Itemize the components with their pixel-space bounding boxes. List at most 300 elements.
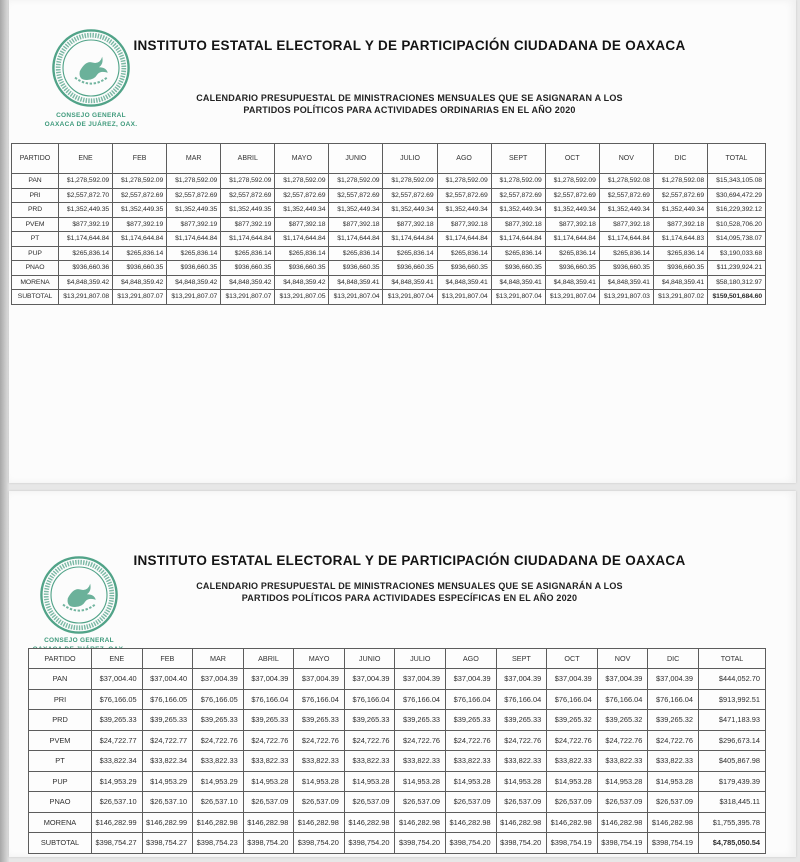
table-row-pnao	[12, 261, 766, 276]
amount-cell: $1,278,592.09	[167, 174, 221, 189]
amount-cell: $14,953.28	[243, 771, 294, 792]
amount-cell: $936,660.35	[167, 261, 221, 276]
column-header-feb: FEB	[113, 144, 167, 174]
table-row-prd	[12, 203, 766, 218]
column-header-mar: MAR	[167, 144, 221, 174]
amount-cell: $14,953.28	[597, 771, 648, 792]
amount-cell: $24,722.76	[243, 730, 294, 751]
scan-left-shadow	[0, 0, 9, 862]
amount-cell: $4,848,359.42	[275, 275, 329, 290]
amount-cell: $877,392.18	[545, 217, 599, 232]
column-header-total: TOTAL	[699, 649, 766, 669]
amount-cell: $30,694,472.29	[708, 188, 766, 203]
party-label: PRI	[29, 689, 92, 710]
amount-cell: $2,557,872.69	[329, 188, 383, 203]
amount-cell: $265,836.14	[59, 246, 113, 261]
amount-cell: $398,754.27	[142, 833, 193, 854]
amount-cell: $146,282.98	[395, 812, 446, 833]
amount-cell: $2,557,872.69	[599, 188, 653, 203]
amount-cell: $877,392.19	[113, 217, 167, 232]
party-label: PVEM	[12, 217, 59, 232]
amount-cell: $33,822.33	[597, 751, 648, 772]
document-page-ordinarias	[9, 0, 796, 483]
party-label: SUBTOTAL	[12, 290, 59, 305]
amount-cell: $1,174,644.84	[329, 232, 383, 247]
table-row-morena	[12, 275, 766, 290]
amount-cell: $4,848,359.42	[221, 275, 275, 290]
amount-cell: $76,166.04	[446, 689, 497, 710]
column-header-julio: JULIO	[395, 649, 446, 669]
column-header-ene: ENE	[92, 649, 143, 669]
amount-cell: $398,754.23	[193, 833, 244, 854]
amount-cell: $33,822.33	[294, 751, 345, 772]
amount-cell: $14,953.28	[294, 771, 345, 792]
amount-cell: $146,282.98	[597, 812, 648, 833]
amount-cell: $936,660.35	[275, 261, 329, 276]
amount-cell: $76,166.04	[243, 689, 294, 710]
amount-cell: $1,174,644.84	[113, 232, 167, 247]
amount-cell: $76,166.04	[648, 689, 699, 710]
amount-cell: $1,174,644.84	[275, 232, 329, 247]
amount-cell: $33,822.34	[92, 751, 143, 772]
amount-cell: $2,557,872.70	[59, 188, 113, 203]
page-subtitle	[101, 581, 718, 604]
amount-cell: $877,392.18	[329, 217, 383, 232]
table-row-subtotal	[29, 833, 766, 854]
amount-cell: $877,392.18	[599, 217, 653, 232]
column-header-ago: AGO	[437, 144, 491, 174]
amount-cell: $26,537.09	[294, 792, 345, 813]
amount-cell: $14,953.28	[395, 771, 446, 792]
amount-cell: $146,282.98	[294, 812, 345, 833]
amount-cell: $39,265.33	[142, 710, 193, 731]
amount-cell: $146,282.99	[142, 812, 193, 833]
amount-cell: $14,095,738.07	[708, 232, 766, 247]
table-row-morena	[29, 812, 766, 833]
amount-cell: $24,722.76	[496, 730, 547, 751]
column-header-partido: PARTIDO	[12, 144, 59, 174]
amount-cell: $265,836.14	[167, 246, 221, 261]
amount-cell: $37,004.39	[648, 669, 699, 690]
amount-cell: $1,278,592.09	[329, 174, 383, 189]
amount-cell: $33,822.33	[243, 751, 294, 772]
amount-cell: $1,278,592.09	[221, 174, 275, 189]
column-header-oct: OCT	[545, 144, 599, 174]
amount-cell: $37,004.39	[193, 669, 244, 690]
table-row-pt	[29, 751, 766, 772]
column-header-mar: MAR	[193, 649, 244, 669]
amount-cell: $39,265.33	[446, 710, 497, 731]
party-label: PUP	[29, 771, 92, 792]
amount-cell: $33,822.33	[547, 751, 598, 772]
amount-cell: $13,291,807.02	[653, 290, 707, 305]
amount-cell: $4,848,359.42	[113, 275, 167, 290]
amount-cell: $1,278,592.09	[383, 174, 437, 189]
amount-cell: $936,660.35	[491, 261, 545, 276]
amount-cell: $14,953.28	[547, 771, 598, 792]
column-header-total: TOTAL	[708, 144, 766, 174]
amount-cell: $265,836.14	[383, 246, 437, 261]
amount-cell: $37,004.39	[547, 669, 598, 690]
table-row-pup	[29, 771, 766, 792]
amount-cell: $2,557,872.69	[383, 188, 437, 203]
amount-cell: $1,352,449.34	[275, 203, 329, 218]
amount-cell: $1,174,644.84	[383, 232, 437, 247]
stamp-caption-line1: CONSEJO GENERAL	[44, 637, 114, 644]
amount-cell: $76,166.04	[294, 689, 345, 710]
header-row	[12, 144, 766, 174]
column-header-dic: DIC	[653, 144, 707, 174]
amount-cell: $4,785,050.54	[699, 833, 766, 854]
amount-cell: $13,291,807.07	[221, 290, 275, 305]
amount-cell: $24,722.76	[547, 730, 598, 751]
table-row-pnao	[29, 792, 766, 813]
document-page-especificas	[9, 491, 796, 857]
amount-cell: $265,836.14	[599, 246, 653, 261]
amount-cell: $39,265.32	[648, 710, 699, 731]
amount-cell: $146,282.98	[446, 812, 497, 833]
amount-cell: $1,352,449.34	[599, 203, 653, 218]
amount-cell: $146,282.98	[648, 812, 699, 833]
header-row	[29, 649, 766, 669]
amount-cell: $37,004.39	[395, 669, 446, 690]
amount-cell: $146,282.98	[243, 812, 294, 833]
amount-cell: $26,537.09	[395, 792, 446, 813]
amount-cell: $146,282.98	[496, 812, 547, 833]
amount-cell: $76,166.05	[193, 689, 244, 710]
party-label: PUP	[12, 246, 59, 261]
column-header-junio: JUNIO	[344, 649, 395, 669]
amount-cell: $146,282.98	[547, 812, 598, 833]
amount-cell: $13,291,807.07	[167, 290, 221, 305]
amount-cell: $877,392.18	[491, 217, 545, 232]
column-header-mayo: MAYO	[294, 649, 345, 669]
amount-cell: $24,722.76	[344, 730, 395, 751]
amount-cell: $936,660.35	[383, 261, 437, 276]
amount-cell: $33,822.33	[496, 751, 547, 772]
amount-cell: $146,282.99	[92, 812, 143, 833]
amount-cell: $13,291,807.03	[599, 290, 653, 305]
amount-cell: $13,291,807.08	[59, 290, 113, 305]
party-label: PNAO	[29, 792, 92, 813]
column-header-julio: JULIO	[383, 144, 437, 174]
amount-cell: $398,754.20	[496, 833, 547, 854]
amount-cell: $936,660.35	[113, 261, 167, 276]
amount-cell: $4,848,359.41	[653, 275, 707, 290]
amount-cell: $37,004.39	[446, 669, 497, 690]
column-header-feb: FEB	[142, 649, 193, 669]
amount-cell: $1,278,592.08	[599, 174, 653, 189]
table-row-pvem	[12, 217, 766, 232]
amount-cell: $24,722.76	[597, 730, 648, 751]
amount-cell: $265,836.14	[437, 246, 491, 261]
amount-cell: $1,352,449.34	[383, 203, 437, 218]
amount-cell: $24,722.76	[446, 730, 497, 751]
amount-cell: $877,392.19	[59, 217, 113, 232]
amount-cell: $33,822.33	[446, 751, 497, 772]
amount-cell: $33,822.33	[344, 751, 395, 772]
party-label: PNAO	[12, 261, 59, 276]
amount-cell: $398,754.20	[243, 833, 294, 854]
amount-cell: $265,836.14	[221, 246, 275, 261]
party-label: PAN	[12, 174, 59, 189]
amount-cell: $936,660.35	[329, 261, 383, 276]
table-row-pvem	[29, 730, 766, 751]
amount-cell: $398,754.20	[395, 833, 446, 854]
page-subtitle	[101, 93, 718, 116]
stamp-caption-line2: OAXACA DE JUÁREZ, OAX.	[44, 120, 138, 128]
amount-cell: $179,439.39	[699, 771, 766, 792]
amount-cell: $877,392.19	[221, 217, 275, 232]
amount-cell: $398,754.20	[294, 833, 345, 854]
table-row-pri	[12, 188, 766, 203]
amount-cell: $24,722.76	[294, 730, 345, 751]
amount-cell: $33,822.33	[648, 751, 699, 772]
amount-cell: $14,953.28	[446, 771, 497, 792]
table-row-pt	[12, 232, 766, 247]
amount-cell: $76,166.05	[92, 689, 143, 710]
amount-cell: $1,352,449.34	[491, 203, 545, 218]
amount-cell: $398,754.19	[648, 833, 699, 854]
table-row-pan	[29, 669, 766, 690]
amount-cell: $26,537.09	[344, 792, 395, 813]
amount-cell: $26,537.09	[547, 792, 598, 813]
amount-cell: $76,166.04	[547, 689, 598, 710]
amount-cell: $2,557,872.69	[167, 188, 221, 203]
party-label: MORENA	[12, 275, 59, 290]
amount-cell: $398,754.20	[344, 833, 395, 854]
amount-cell: $1,174,644.84	[545, 232, 599, 247]
table-row-pup	[12, 246, 766, 261]
column-header-junio: JUNIO	[329, 144, 383, 174]
amount-cell: $39,265.33	[243, 710, 294, 731]
amount-cell: $1,278,592.08	[653, 174, 707, 189]
amount-cell: $1,174,644.84	[221, 232, 275, 247]
amount-cell: $13,291,807.04	[437, 290, 491, 305]
amount-cell: $1,352,449.34	[545, 203, 599, 218]
amount-cell: $13,291,807.04	[491, 290, 545, 305]
amount-cell: $33,822.33	[395, 751, 446, 772]
page-subtitle-line1: CALENDARIO PRESUPUESTAL DE MINISTRACIONES MENSUALES QUE SE ASIGNARAN A LOS	[196, 93, 623, 103]
amount-cell: $39,265.33	[395, 710, 446, 731]
page-title: INSTITUTO ESTATAL ELECTORAL Y DE PARTICIPACIÓN CIUDADANA DE OAXACA	[133, 38, 686, 53]
amount-cell: $24,722.77	[142, 730, 193, 751]
amount-cell: $37,004.39	[344, 669, 395, 690]
amount-cell: $26,537.10	[193, 792, 244, 813]
amount-cell: $265,836.14	[653, 246, 707, 261]
amount-cell: $1,352,449.35	[221, 203, 275, 218]
amount-cell: $39,265.33	[294, 710, 345, 731]
table-row-pan	[12, 174, 766, 189]
amount-cell: $398,754.19	[597, 833, 648, 854]
amount-cell: $877,392.18	[437, 217, 491, 232]
amount-cell: $16,229,392.12	[708, 203, 766, 218]
amount-cell: $14,953.28	[344, 771, 395, 792]
amount-cell: $26,537.10	[92, 792, 143, 813]
amount-cell: $2,557,872.69	[113, 188, 167, 203]
amount-cell: $4,848,359.42	[167, 275, 221, 290]
amount-cell: $14,953.29	[92, 771, 143, 792]
amount-cell: $936,660.35	[545, 261, 599, 276]
amount-cell: $26,537.09	[648, 792, 699, 813]
amount-cell: $398,754.19	[547, 833, 598, 854]
amount-cell: $13,291,807.07	[113, 290, 167, 305]
party-label: SUBTOTAL	[29, 833, 92, 854]
amount-cell: $76,166.04	[496, 689, 547, 710]
amount-cell: $39,265.33	[344, 710, 395, 731]
amount-cell: $76,166.04	[395, 689, 446, 710]
party-label: PT	[12, 232, 59, 247]
amount-cell: $37,004.40	[92, 669, 143, 690]
amount-cell: $146,282.98	[193, 812, 244, 833]
column-header-partido: PARTIDO	[29, 649, 92, 669]
amount-cell: $936,660.35	[599, 261, 653, 276]
amount-cell: $265,836.14	[275, 246, 329, 261]
column-header-sept: SEPT	[496, 649, 547, 669]
amount-cell: $4,848,359.41	[329, 275, 383, 290]
party-label: PAN	[29, 669, 92, 690]
amount-cell: $24,722.76	[193, 730, 244, 751]
amount-cell: $14,953.29	[193, 771, 244, 792]
amount-cell: $1,278,592.09	[113, 174, 167, 189]
amount-cell: $1,352,449.34	[437, 203, 491, 218]
amount-cell: $265,836.14	[491, 246, 545, 261]
amount-cell: $398,754.20	[446, 833, 497, 854]
amount-cell: $936,660.35	[221, 261, 275, 276]
amount-cell: $24,722.76	[648, 730, 699, 751]
amount-cell: $2,557,872.69	[221, 188, 275, 203]
column-header-abril: ABRIL	[221, 144, 275, 174]
amount-cell: $37,004.39	[496, 669, 547, 690]
amount-cell: $159,501,684.60	[708, 290, 766, 305]
amount-cell: $913,992.51	[699, 689, 766, 710]
amount-cell: $33,822.33	[193, 751, 244, 772]
amount-cell: $1,174,644.84	[491, 232, 545, 247]
amount-cell: $58,180,312.97	[708, 275, 766, 290]
amount-cell: $4,848,359.42	[59, 275, 113, 290]
page-subtitle-line2: PARTIDOS POLÍTICOS PARA ACTIVIDADES ESPECÍFICAS EN EL AÑO 2020	[241, 592, 578, 603]
amount-cell: $76,166.04	[344, 689, 395, 710]
column-header-sept: SEPT	[491, 144, 545, 174]
amount-cell: $1,755,395.78	[699, 812, 766, 833]
amount-cell: $4,848,359.41	[383, 275, 437, 290]
amount-cell: $1,352,449.35	[113, 203, 167, 218]
amount-cell: $39,265.33	[92, 710, 143, 731]
amount-cell: $265,836.14	[545, 246, 599, 261]
amount-cell: $2,557,872.69	[275, 188, 329, 203]
amount-cell: $2,557,872.69	[653, 188, 707, 203]
amount-cell: $296,673.14	[699, 730, 766, 751]
column-header-oct: OCT	[547, 649, 598, 669]
ordinarias-budget-table	[11, 143, 766, 305]
amount-cell: $2,557,872.69	[437, 188, 491, 203]
amount-cell: $37,004.39	[597, 669, 648, 690]
table-row-prd	[29, 710, 766, 731]
amount-cell: $1,352,449.35	[59, 203, 113, 218]
party-label: MORENA	[29, 812, 92, 833]
amount-cell: $4,848,359.41	[599, 275, 653, 290]
table-row-subtotal	[12, 290, 766, 305]
amount-cell: $4,848,359.41	[491, 275, 545, 290]
column-header-mayo: MAYO	[275, 144, 329, 174]
amount-cell: $877,392.19	[167, 217, 221, 232]
amount-cell: $39,265.33	[496, 710, 547, 731]
amount-cell: $76,166.05	[142, 689, 193, 710]
amount-cell: $26,537.09	[597, 792, 648, 813]
amount-cell: $405,867.98	[699, 751, 766, 772]
amount-cell: $877,392.18	[653, 217, 707, 232]
amount-cell: $13,291,807.04	[383, 290, 437, 305]
amount-cell: $10,528,706.20	[708, 217, 766, 232]
column-header-ago: AGO	[446, 649, 497, 669]
amount-cell: $33,822.34	[142, 751, 193, 772]
especificas-budget-table	[28, 648, 766, 854]
amount-cell: $1,352,449.34	[329, 203, 383, 218]
amount-cell: $1,174,644.83	[653, 232, 707, 247]
amount-cell: $936,660.36	[59, 261, 113, 276]
amount-cell: $2,557,872.69	[545, 188, 599, 203]
amount-cell: $37,004.39	[243, 669, 294, 690]
amount-cell: $76,166.04	[597, 689, 648, 710]
amount-cell: $14,953.28	[648, 771, 699, 792]
column-header-nov: NOV	[599, 144, 653, 174]
amount-cell: $1,174,644.84	[59, 232, 113, 247]
amount-cell: $877,392.18	[383, 217, 437, 232]
amount-cell: $1,174,644.84	[437, 232, 491, 247]
amount-cell: $936,660.35	[437, 261, 491, 276]
amount-cell: $4,848,359.41	[545, 275, 599, 290]
amount-cell: $15,343,105.08	[708, 174, 766, 189]
amount-cell: $26,537.10	[142, 792, 193, 813]
column-header-abril: ABRIL	[243, 649, 294, 669]
party-label: PRI	[12, 188, 59, 203]
column-header-nov: NOV	[597, 649, 648, 669]
column-header-dic: DIC	[648, 649, 699, 669]
amount-cell: $1,278,592.09	[59, 174, 113, 189]
amount-cell: $3,190,033.68	[708, 246, 766, 261]
amount-cell: $26,537.09	[446, 792, 497, 813]
amount-cell: $13,291,807.05	[275, 290, 329, 305]
party-label: PRD	[29, 710, 92, 731]
amount-cell: $877,392.18	[275, 217, 329, 232]
amount-cell: $24,722.76	[395, 730, 446, 751]
amount-cell: $318,445.11	[699, 792, 766, 813]
column-header-ene: ENE	[59, 144, 113, 174]
amount-cell: $13,291,807.04	[329, 290, 383, 305]
stamp-caption-line1: CONSEJO GENERAL	[56, 112, 126, 119]
amount-cell: $936,660.35	[653, 261, 707, 276]
amount-cell: $444,052.70	[699, 669, 766, 690]
party-label: PVEM	[29, 730, 92, 751]
page-subtitle-line2: PARTIDOS POLÍTICOS PARA ACTIVIDADES ORDINARIAS EN EL AÑO 2020	[243, 104, 576, 115]
amount-cell: $265,836.14	[329, 246, 383, 261]
amount-cell: $471,183.93	[699, 710, 766, 731]
amount-cell: $37,004.39	[294, 669, 345, 690]
table-row-pri	[29, 689, 766, 710]
page-subtitle-line1: CALENDARIO PRESUPUESTAL DE MINISTRACIONES MENSUALES QUE SE ASIGNARÁN A LOS	[196, 581, 623, 591]
amount-cell: $4,848,359.41	[437, 275, 491, 290]
amount-cell: $11,239,924.21	[708, 261, 766, 276]
party-label: PT	[29, 751, 92, 772]
amount-cell: $37,004.40	[142, 669, 193, 690]
amount-cell: $39,265.32	[547, 710, 598, 731]
amount-cell: $39,265.33	[193, 710, 244, 731]
amount-cell: $1,278,592.09	[275, 174, 329, 189]
amount-cell: $1,174,644.84	[167, 232, 221, 247]
amount-cell: $1,278,592.09	[545, 174, 599, 189]
amount-cell: $146,282.98	[344, 812, 395, 833]
amount-cell: $14,953.28	[496, 771, 547, 792]
